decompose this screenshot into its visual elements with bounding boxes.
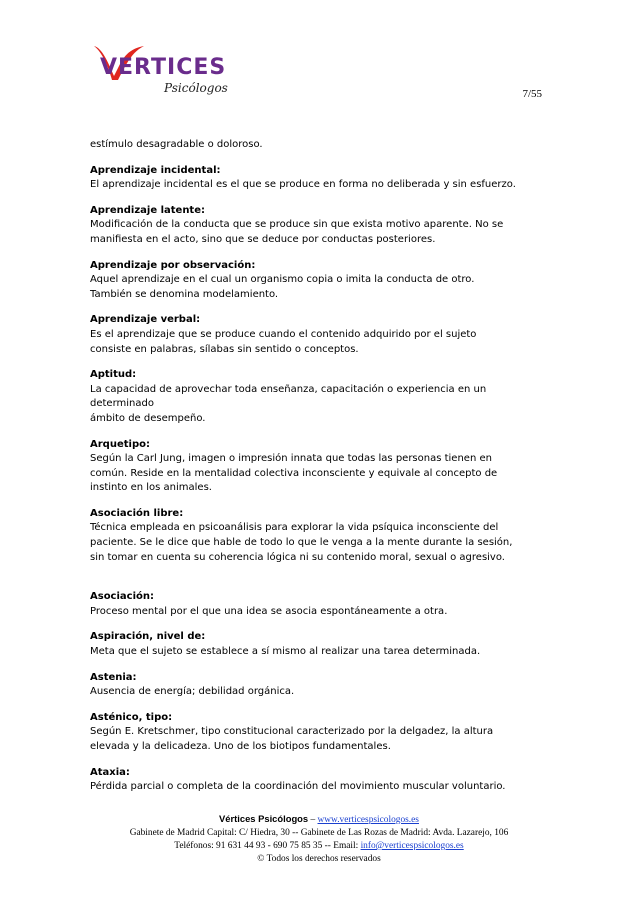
logo-main-text: VERTICES	[100, 55, 227, 80]
glossary-definition-line: Es el aprendizaje que se produce cuando el contenido adquirido por el sujeto	[90, 328, 477, 340]
glossary-entry	[90, 438, 560, 496]
glossary-definition-line: Técnica empleada en psicoanálisis para explorar la vida psíquica inconsciente del	[90, 522, 499, 534]
glossary-term: Arquetipo:	[90, 438, 150, 450]
glossary-definition-line: paciente. Se le dice que hable de todo lo que le venga a la mente durante la sesión,	[90, 537, 513, 549]
glossary-definition-line: El aprendizaje incidental es el que se produce en forma no deliberada y sin esfuerzo.	[90, 179, 516, 191]
glossary-entries	[90, 164, 560, 795]
footer-phones: Teléfonos: 91 631 44 93 - 690 75 85 35 -- Email:	[174, 841, 361, 851]
glossary-entry	[90, 590, 560, 619]
footer-brand: Vértices Psicólogos	[219, 813, 309, 824]
glossary-entry	[90, 164, 560, 193]
glossary-entry	[90, 507, 560, 565]
glossary-term: Astenia:	[90, 671, 137, 683]
glossary-definition-line: manifiesta en el acto, sino que se deduce por conductas posteriores.	[90, 233, 436, 245]
glossary-entry	[90, 711, 560, 755]
logo-sub-text: Psicólogos	[164, 81, 228, 95]
glossary-entry	[90, 259, 560, 303]
glossary-definition-line: Según E. Kretschmer, tipo constitucional caracterizado por la delgadez, la altura	[90, 726, 494, 738]
glossary-definition-line: Proceso mental por el que una idea se asocia espontáneamente a otra.	[90, 605, 448, 617]
glossary-definition-line: Según la Carl Jung, imagen o impresión innata que todas las personas tienen en	[90, 453, 492, 465]
glossary-entry	[90, 313, 560, 357]
glossary-definition-line: instinto en los animales.	[90, 482, 212, 494]
glossary-definition-line: común. Reside en la mentalidad colectiva inconsciente y equivale al concepto de	[90, 467, 498, 479]
glossary-definition-line: Modificación de la conducta que se produce sin que exista motivo aparente. No se	[90, 219, 504, 231]
footer-copyright: © Todos los derechos reservados	[257, 854, 381, 864]
glossary-definition-line: sin tomar en cuenta su coherencia lógica ni su contenido moral, sexual o agresivo.	[90, 551, 505, 563]
footer-line-1	[0, 812, 638, 827]
footer-separator: –	[308, 815, 318, 825]
glossary-definition-line: ámbito de desempeño.	[90, 412, 206, 424]
glossary-definition-line: La capacidad de aprovechar toda enseñanza, capacitación o experiencia en un	[90, 383, 487, 395]
glossary-entry	[90, 630, 560, 659]
glossary-entry	[90, 766, 560, 795]
glossary-term: Aprendizaje por observación:	[90, 259, 256, 271]
glossary-term: Asociación libre:	[90, 507, 184, 519]
glossary-term: Asociación:	[90, 591, 155, 603]
glossary-definition-line: Meta que el sujeto se establece a sí mismo al realizar una tarea determinada.	[90, 646, 481, 658]
glossary-term: Aptitud:	[90, 369, 137, 381]
glossary-definition-line: Aquel aprendizaje en el cual un organismo copia o imita la conducta de otro.	[90, 274, 475, 286]
glossary-term: Aprendizaje incidental:	[90, 164, 221, 176]
footer-contact	[0, 840, 638, 853]
glossary-term: Aprendizaje verbal:	[90, 314, 201, 326]
glossary-term: Asténico, tipo:	[90, 711, 173, 723]
glossary-definition-line: determinado	[90, 398, 154, 410]
glossary-definition-line: elevada y la delicadeza. Uno de los biotipos fundamentales.	[90, 741, 391, 752]
glossary-definition-line: También se denomina modelamiento.	[90, 288, 279, 300]
glossary-term: Aspiración, nivel de:	[90, 631, 206, 643]
vertices-logo	[92, 40, 232, 102]
page-footer	[0, 812, 638, 866]
glossary-definition-line: consiste en palabras, sílabas sin sentido o conceptos.	[90, 343, 359, 355]
glossary-term: Ataxia:	[90, 766, 130, 778]
glossary-entry	[90, 671, 560, 700]
glossary-entry	[90, 204, 560, 248]
glossary-definition-line: Pérdida parcial o completa de la coordinación del movimiento muscular voluntario.	[90, 781, 506, 793]
intro-text: estímulo desagradable o doloroso.	[90, 139, 263, 150]
glossary-content	[90, 138, 560, 806]
vertices-logo-mark	[92, 40, 232, 102]
glossary-term: Aprendizaje latente:	[90, 204, 205, 216]
page-number: 7/55	[522, 88, 542, 100]
email-link[interactable]: info@verticespsicologos.es	[360, 841, 464, 851]
website-link[interactable]: www.verticespsicologos.es	[317, 815, 419, 825]
footer-addresses: Gabinete de Madrid Capital: C/ Hiedra, 30 -- Gabinete de Las Rozas de Madrid: Avda. Lazarejo, 106	[129, 828, 509, 838]
glossary-entry	[90, 368, 560, 426]
glossary-definition-line: Ausencia de energía; debilidad orgánica.	[90, 686, 295, 698]
